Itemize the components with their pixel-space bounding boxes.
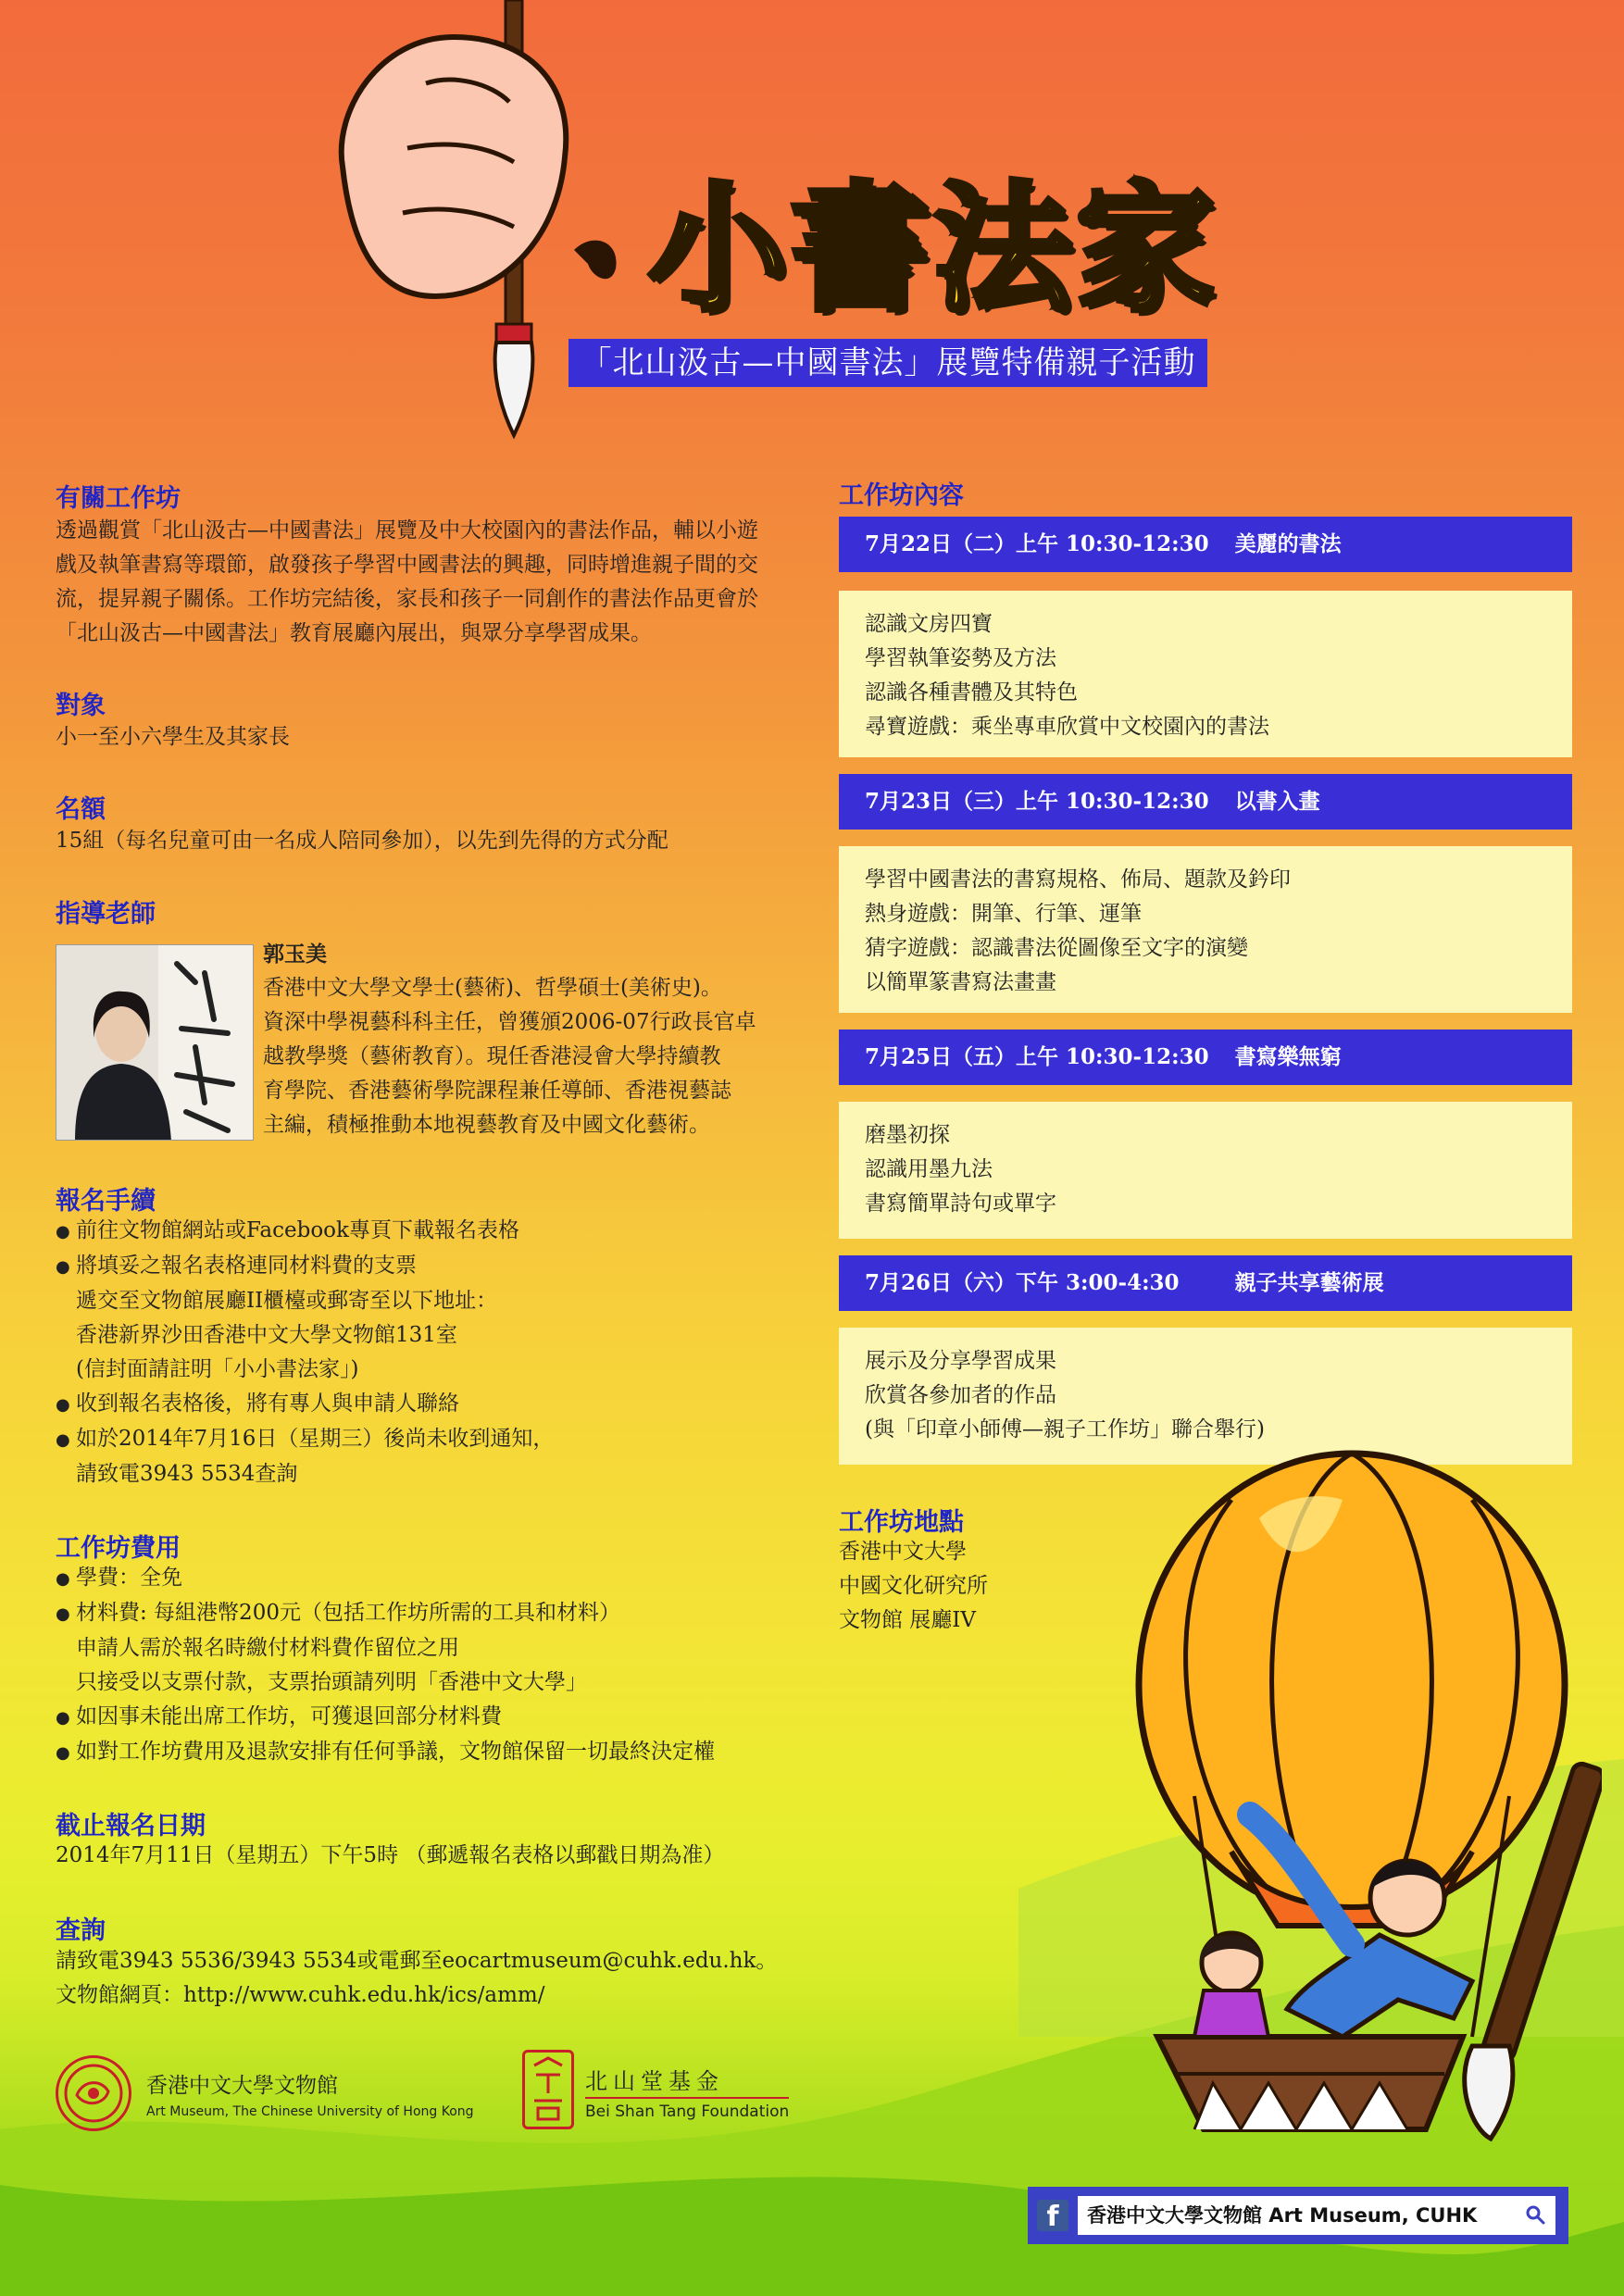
registration-item: 請致電3943 5534查詢 <box>76 1462 298 1486</box>
art-museum-seal-icon <box>58 2058 129 2128</box>
session-time: 7月23日（三）上午 10:30-12:30 <box>865 789 1209 814</box>
teacher-bio-line: 資深中學視藝科科主任，曾獲頒2006-07行政長官卓 <box>263 1010 756 1034</box>
content-heading: 工作坊內容 <box>839 481 964 510</box>
teacher-heading: 指導老師 <box>56 900 156 929</box>
deadline-heading: 截止報名日期 <box>56 1812 206 1841</box>
bei-shan-tang-seal-icon <box>525 2053 571 2127</box>
session-item: 猜字遊戲：認識書法從圖像至文字的演變 <box>865 936 1248 960</box>
session-item: 以簡單篆書寫法畫畫 <box>865 970 1056 994</box>
hot-air-balloon-illustration <box>1120 1444 1602 2148</box>
poster-title: 小書法家 <box>648 169 1219 331</box>
about-heading: 有關工作坊 <box>56 484 181 513</box>
session-item: 認識用墨九法 <box>865 1157 993 1181</box>
teacher-bio <box>263 937 809 1142</box>
session-time: 7月22日（二）上午 10:30-12:30 <box>865 531 1209 556</box>
venue-line: 中國文化研究所 <box>839 1574 988 1598</box>
session-topic: 親子共享藝術展 <box>1234 1270 1384 1295</box>
fee-item: ● 如因事未能出席工作坊，可獲退回部分材料費 <box>56 1700 715 1735</box>
facebook-search-text: 香港中文大學文物館 Art Museum, CUHK <box>1087 2204 1478 2227</box>
session-item: 欣賞各參加者的作品 <box>865 1383 1056 1407</box>
registration-heading: 報名手續 <box>56 1187 156 1216</box>
session-item: 學習中國書法的書寫規格、佈局、題款及鈐印 <box>865 867 1291 892</box>
teacher-photo-image <box>56 945 254 1141</box>
venue-line: 文物館 展廳IV <box>839 1608 977 1632</box>
teacher-bio-line: 育學院、香港藝術學院課程兼任導師、香港視藝誌 <box>263 1079 731 1103</box>
session-item: 認識各種書體及其特色 <box>865 680 1078 705</box>
registration-item: ● 將填妥之報名表格連同材料費的支票 <box>56 1249 554 1284</box>
facebook-icon[interactable]: f <box>1037 2200 1068 2231</box>
about-line: 流，提昇親子關係。工作坊完結後，家長和孩子一同創作的書法作品更會於 <box>56 587 758 611</box>
session-topic: 美麗的書法 <box>1234 531 1342 556</box>
session-3-details <box>839 1102 1572 1239</box>
enquiry-heading: 查詢 <box>56 1916 106 1945</box>
registration-item: ● 如於2014年7月16日（星期三）後尚未收到通知， <box>56 1422 554 1457</box>
target-heading: 對象 <box>56 692 106 720</box>
facebook-search-bar <box>1028 2187 1568 2244</box>
session-2-bar <box>839 774 1572 830</box>
registration-item: ● 收到報名表格後，將有專人與申請人聯絡 <box>56 1387 554 1422</box>
session-2-details <box>839 846 1572 1013</box>
teacher-name: 郭玉美 <box>263 942 327 967</box>
venue-text <box>839 1535 988 1638</box>
about-line: 戲及執筆書寫等環節，啟發孩子學習中國書法的興趣，同時增進親子間的交 <box>56 553 758 577</box>
foundation-name <box>585 2063 789 2121</box>
enquiry-line: 請致電3943 5536/3943 5534或電郵至eocartmuseum@cuhk.edu.hk。 <box>56 1949 778 1973</box>
registration-item: 香港新界沙田香港中文大學文物館131室 <box>76 1323 457 1347</box>
quota-text: 15組（每名兒童可由一名成人陪同參加），以先到先得的方式分配 <box>56 829 668 853</box>
registration-item: (信封面請註明「小小書法家」) <box>76 1357 359 1381</box>
session-1-details <box>839 591 1572 757</box>
foundation-name-en: Bei Shan Tang Foundation <box>585 2103 790 2121</box>
about-text <box>56 514 806 651</box>
registration-item: 遞交至文物館展廳II櫃檯或郵寄至以下地址： <box>76 1289 498 1313</box>
art-museum-name-cn: 香港中文大學文物館 <box>146 2074 338 2098</box>
session-item: 書寫簡單詩句或單字 <box>865 1192 1056 1216</box>
art-museum-name-en: Art Museum, The Chinese University of Hong Kong <box>146 2104 474 2119</box>
target-text: 小一至小六學生及其家長 <box>56 725 290 749</box>
enquiry-text <box>56 1944 777 2013</box>
foundation-name-cn: 北山堂基金 <box>585 2063 789 2099</box>
deadline-text: 2014年7月11日（星期五）下午5時 （郵遞報名表格以郵戳日期為准） <box>56 1843 725 1867</box>
registration-list <box>56 1214 554 1491</box>
session-item: (與「印章小師傅—親子工作坊」聯合舉行) <box>865 1417 1265 1441</box>
teacher-bio-line: 越教學獎（藝術教育）。現任香港浸會大學持續教 <box>263 1044 721 1068</box>
session-topic: 以書入畫 <box>1234 789 1320 814</box>
session-time: 7月26日（六）下午 3:00-4:30 <box>865 1270 1180 1295</box>
session-1-bar <box>839 517 1572 572</box>
poster-subtitle: 「北山汲古—中國書法」展覽特備親子活動 <box>568 339 1207 387</box>
art-museum-logo <box>56 2055 131 2131</box>
session-3-bar <box>839 1029 1572 1085</box>
fee-item: ● 如對工作坊費用及退款安排有任何爭議，文物館保留一切最終決定權 <box>56 1735 715 1770</box>
session-item: 學習執筆姿勢及方法 <box>865 646 1056 670</box>
session-item: 尋寶遊戲：乘坐專車欣賞中文校園內的書法 <box>865 715 1269 739</box>
session-item: 展示及分享學習成果 <box>865 1349 1056 1373</box>
teacher-photo <box>56 944 254 1141</box>
art-museum-name <box>146 2068 474 2119</box>
registration-item: ● 前往文物館網站或Facebook專頁下載報名表格 <box>56 1214 554 1249</box>
about-line: 「北山汲古—中國書法」教育展廳內展出，與眾分享學習成果。 <box>56 621 652 645</box>
teacher-bio-line: 香港中文大學文學士(藝術)、哲學碩士(美術史)。 <box>263 976 722 1000</box>
search-icon[interactable] <box>1524 2203 1546 2226</box>
venue-line: 香港中文大學 <box>839 1540 967 1564</box>
fee-item: ● 材料費: 每組港幣200元（包括工作坊所需的工具和材料） <box>56 1596 715 1631</box>
session-item: 磨墨初探 <box>865 1123 950 1147</box>
fee-item: ● 學費：全免 <box>56 1561 715 1596</box>
fees-heading: 工作坊費用 <box>56 1534 181 1563</box>
fee-item: 申請人需於報名時繳付材料費作留位之用 <box>76 1636 459 1660</box>
venue-heading: 工作坊地點 <box>839 1508 964 1537</box>
session-time: 7月25日（五）上午 10:30-12:30 <box>865 1044 1209 1069</box>
teacher-bio-line: 主編，積極推動本地視藝教育及中國文化藝術。 <box>263 1113 710 1137</box>
session-4-bar <box>839 1255 1572 1311</box>
enquiry-line: 文物館網頁：http://www.cuhk.edu.hk/ics/amm/ <box>56 1983 545 2007</box>
about-line: 透過觀賞「北山汲古—中國書法」展覽及中大校園內的書法作品，輔以小遊 <box>56 518 758 543</box>
quota-heading: 名額 <box>56 795 106 824</box>
session-item: 認識文房四寶 <box>865 612 993 636</box>
fees-list <box>56 1561 715 1770</box>
bei-shan-tang-seal <box>522 2050 574 2129</box>
session-topic: 書寫樂無窮 <box>1234 1044 1342 1069</box>
facebook-search-field[interactable] <box>1078 2196 1555 2235</box>
fee-item: 只接受以支票付款，支票抬頭請列明「香港中文大學」 <box>76 1670 587 1694</box>
session-item: 熱身遊戲：開筆、行筆、運筆 <box>865 902 1142 926</box>
